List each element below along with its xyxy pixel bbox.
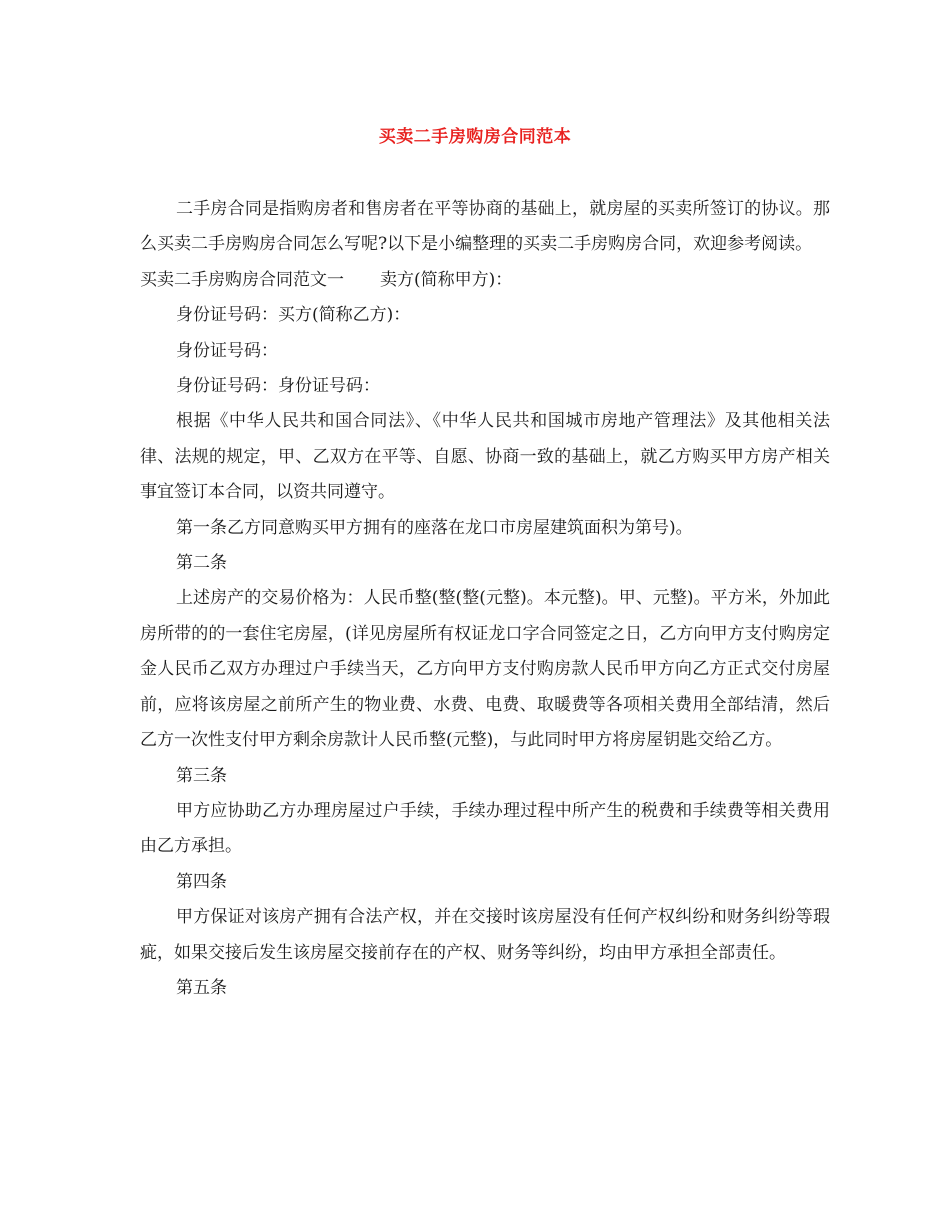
article-3-heading: 第三条 bbox=[176, 765, 227, 786]
intro-paragraph: 二手房合同是指购房者和售房者在平等协商的基础上，就房屋的买卖所签订的协议。那么买卖二手房购房合同怎么写呢?以下是小编整理的买卖二手房购房合同，欢迎参考阅读。 bbox=[140, 199, 830, 255]
id-double-line: 身份证号码：身份证号码： bbox=[176, 376, 380, 397]
document-body bbox=[140, 192, 830, 1006]
preamble-paragraph: 根据《中华人民共和国合同法》、《中华人民共和国城市房地产管理法》及其他相关法律、法规的规定，甲、乙双方在平等、自愿、协商一致的基础上，就乙方购买甲方房产相关事宜签订本合同，以资共同遵守。 bbox=[140, 411, 830, 503]
article-2-heading: 第二条 bbox=[176, 553, 227, 574]
id-buyer-line: 身份证号码：买方(简称乙方)： bbox=[176, 305, 411, 326]
article-5-heading: 第五条 bbox=[176, 977, 227, 998]
article-4-body: 甲方保证对该房产拥有合法产权，并在交接时该房屋没有任何产权纠纷和财务纠纷等瑕疵，如果交接后发生该房屋交接前存在的产权、财务等纠纷，均由甲方承担全部责任。 bbox=[140, 907, 830, 963]
document-title: 买卖二手房购房合同范本 bbox=[378, 127, 572, 147]
article-1: 第一条乙方同意购买甲方拥有的座落在龙口市房屋建筑面积为第号)。 bbox=[176, 517, 693, 538]
sample-heading: 买卖二手房购房合同范文一 bbox=[140, 269, 344, 290]
sample-heading-line bbox=[140, 263, 830, 298]
seller-label: 卖方(简称甲方)： bbox=[380, 269, 513, 290]
article-4-heading: 第四条 bbox=[176, 871, 227, 892]
article-2-body: 上述房产的交易价格为：人民币整(整(整(元整)。本元整)。甲、元整)。平方米，外加此房所带的的一套住宅房屋，(详见房屋所有权证龙口字合同签定之日，乙方向甲方支付购房定金人民币乙双方办理过户手续当天，乙方向甲方支付购房款人民币甲方向乙方正式交付房屋前，应将该房屋之前所产生的物业费、水费、电费、取暖费等各项相关费用全部结清，然后乙方一次性支付甲方剩余房款计人民币整(元整)，与此同时甲方将房屋钥匙交给乙方。 bbox=[140, 588, 830, 751]
id-line: 身份证号码： bbox=[176, 340, 278, 361]
article-3-body: 甲方应协助乙方办理房屋过户手续，手续办理过程中所产生的税费和手续费等相关费用由乙方承担。 bbox=[140, 800, 830, 857]
